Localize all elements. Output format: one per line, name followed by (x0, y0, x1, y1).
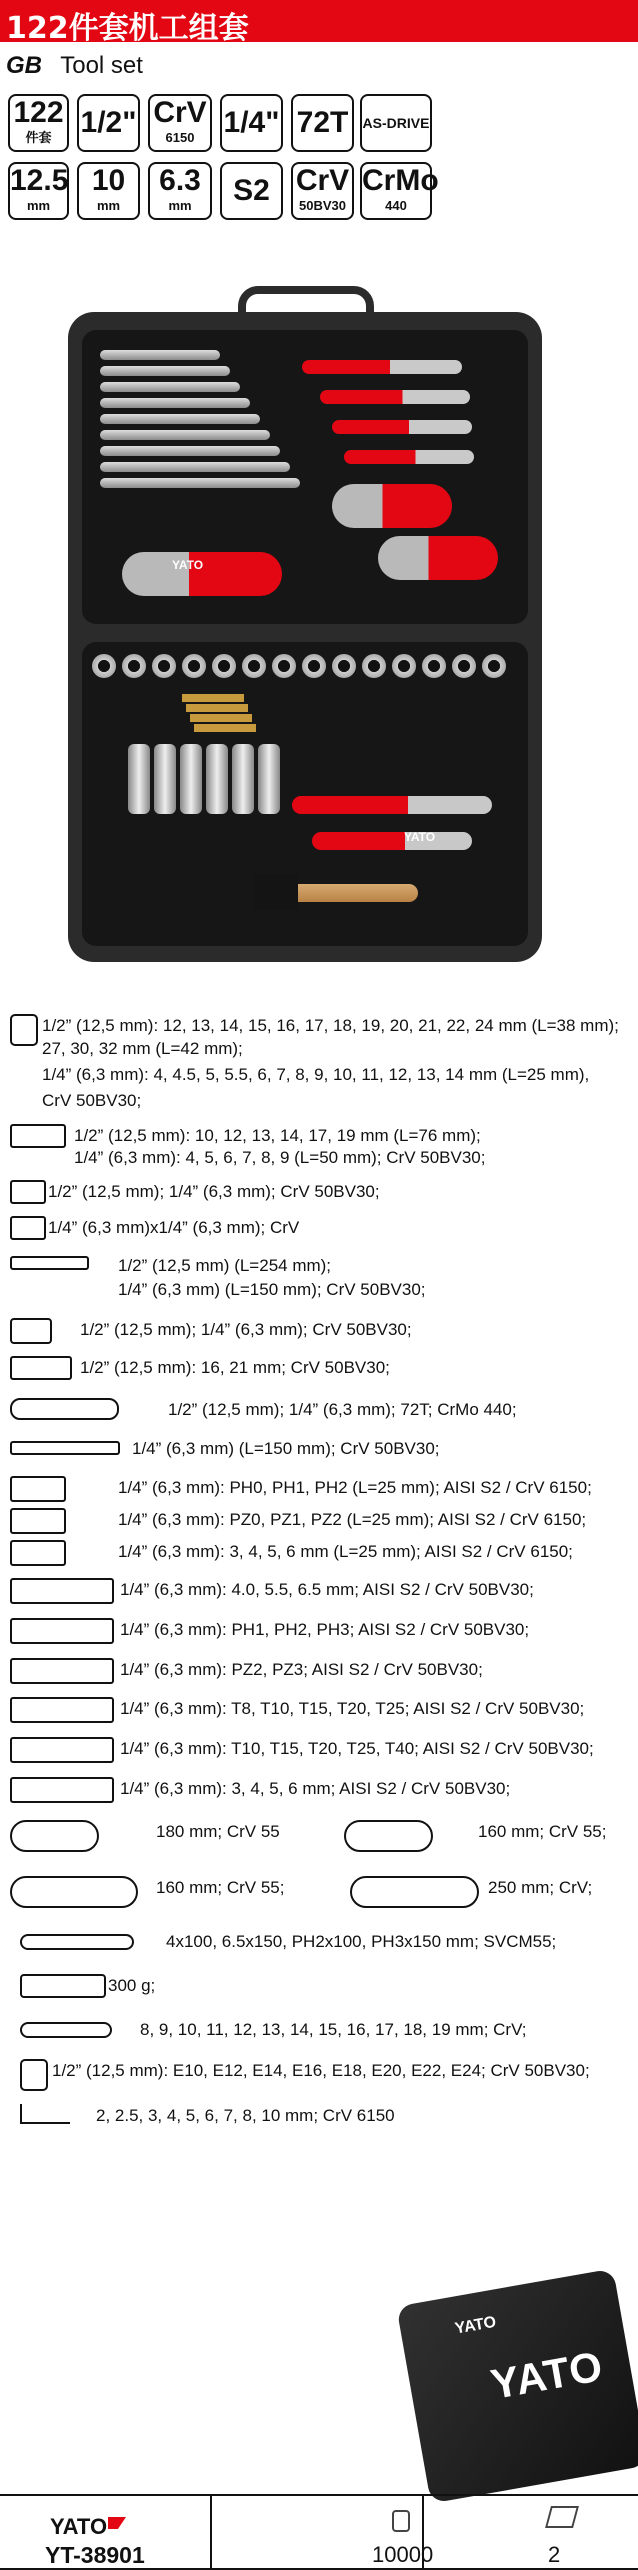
screwdriver-2 (320, 390, 470, 404)
top-socket-row (92, 654, 506, 678)
deep-socket-2 (154, 744, 176, 814)
wrench-set (100, 350, 310, 550)
torx-bit-long-icon (10, 1737, 114, 1763)
upper-tray-brand: YATO (172, 558, 204, 572)
badge-piece-count: 122 件套 (8, 94, 69, 152)
case-small-brand: YATO (453, 2313, 498, 2338)
spec-torx-long: 1/4” (6,3 mm): T10, T15, T20, T25, T40; AISI S2 / CrV 50BV30; (120, 1739, 594, 1758)
flex-bar-icon (10, 1441, 120, 1455)
deep-socket-1 (128, 744, 150, 814)
spec-spark-plug: 1/2” (12,5 mm): 16, 21 mm; CrV 50BV30; (80, 1358, 390, 1377)
spec-pz-bit: 1/4” (6,3 mm): PZ0, PZ1, PZ2 (L=25 mm); AISI S2 / CrV 6150; (118, 1510, 587, 1529)
screwdriver-4 (344, 450, 474, 464)
flat-bit-icon (10, 1540, 66, 1566)
plier-2 (378, 536, 498, 580)
lower-tray (82, 642, 528, 946)
footer-brand: YATO (50, 2514, 108, 2539)
plier-left-text-1: 180 mm; CrV 55 (156, 1822, 280, 1841)
badge-crv-6150: CrV 6150 (148, 94, 212, 152)
footer-model: YT-38901 (45, 2542, 145, 2568)
hex-key-set (182, 694, 260, 754)
tool-case-handle (238, 286, 374, 322)
spec-socket-line-1: 1/2” (12,5 mm): 12, 13, 14, 15, 16, 17, 18, 19, 20, 21, 22, 24 mm (L=38 mm); (42, 1016, 619, 1035)
spec-adapter-1: 1/2” (12,5 mm); 1/4” (6,3 mm); CrV 50BV30; (48, 1182, 380, 1201)
weight-icon (392, 2510, 410, 2532)
upper-tray (82, 330, 528, 624)
lower-tray-brand: YATO (404, 830, 436, 844)
spec-ph-bit: 1/4” (6,3 mm): PH0, PH1, PH2 (L=25 mm); AISI S2 / CrV 6150; (118, 1478, 592, 1497)
spec-ratchet: 1/2” (12,5 mm); 1/4” (6,3 mm); 72T; CrMo 440; (168, 1400, 517, 1419)
case-large-brand: YATO (487, 2342, 607, 2408)
phillips-bit-icon (10, 1476, 66, 1502)
e-socket-icon (20, 2059, 48, 2091)
plier-right-text-1: 160 mm; CrV 55; (478, 1822, 607, 1841)
universal-joint-icon (10, 1318, 52, 1344)
deep-socket-3 (180, 744, 202, 814)
spec-extension-line-1: 1/2” (12,5 mm) (L=254 mm); (118, 1256, 332, 1275)
spec-flat-long: 1/4” (6,3 mm): 4.0, 5.5, 6.5 mm; AISI S2 / CrV 50BV30; (120, 1580, 534, 1599)
spec-flat-bit: 1/4” (6,3 mm): 3, 4, 5, 6 mm (L=25 mm); AISI S2 / CrV 6150; (118, 1542, 573, 1561)
combination-wrench-icon (20, 2022, 112, 2038)
footer-pack: 2 (548, 2542, 561, 2567)
spec-torx-bit: 1/4” (6,3 mm): T8, T10, T15, T20, T25; AISI S2 / CrV 50BV30; (120, 1699, 585, 1718)
screwdriver-1 (302, 360, 462, 374)
deep-socket-4 (206, 744, 228, 814)
badge-quarter-inch: 1/4" (220, 94, 283, 152)
spec-socket-line-3: 1/4” (6,3 mm): 4, 4.5, 5, 5.5, 6, 7, 8, 9, 10, 11, 12, 13, 14 mm (L=25 mm), (42, 1065, 590, 1084)
phillips-bit-long-icon (10, 1618, 114, 1644)
page-header (0, 0, 638, 46)
spec-extension-line-2: 1/4” (6,3 mm) (L=150 mm); CrV 50BV30; (118, 1280, 426, 1299)
pozidriv-bit-icon (10, 1508, 66, 1534)
plier-1 (332, 484, 452, 528)
language-name: Tool set (60, 52, 143, 79)
screwdriver-3 (332, 420, 472, 434)
language-label (6, 52, 143, 80)
flat-bit-long-icon (10, 1578, 114, 1604)
adapter-icon (10, 1216, 46, 1240)
extra-e-socket-text: 1/2” (12,5 mm): E10, E12, E14, E16, E18, E20, E22, E24; CrV 50BV30; (52, 2061, 590, 2080)
spec-adapter-2: 1/4” (6,3 mm)x1/4” (6,3 mm); CrV (48, 1218, 300, 1237)
deep-socket-icon (10, 1124, 66, 1148)
torx-bit-icon (10, 1697, 114, 1723)
tool-case-photo (68, 312, 542, 962)
spark-plug-socket-icon (10, 1356, 72, 1380)
badge-crv-50bv30: CrV 50BV30 (291, 162, 354, 220)
language-code: GB (6, 52, 42, 79)
hex-key-icon (20, 2104, 70, 2124)
diagonal-plier-icon (10, 1876, 138, 1908)
badge-12-5mm: 12.5 mm (8, 162, 69, 220)
product-case-photo (396, 2268, 638, 2503)
long-nose-plier-icon (344, 1820, 433, 1852)
badge-72t: 72T (291, 94, 354, 152)
hammer-head (254, 874, 298, 910)
spec-flex-bar: 1/4” (6,3 mm) (L=150 mm); CrV 50BV30; (132, 1439, 440, 1458)
ratchet-icon (10, 1398, 119, 1420)
spec-pz-long: 1/4” (6,3 mm): PZ2, PZ3; AISI S2 / CrV 50BV30; (120, 1660, 483, 1679)
badge-10mm: 10 mm (77, 162, 140, 220)
water-pump-plier-icon (350, 1876, 479, 1908)
plier-left-text-2: 160 mm; CrV 55; (156, 1878, 285, 1897)
ratchet-small (312, 832, 472, 850)
socket-icon (10, 1014, 38, 1046)
spec-hex-bit: 1/4” (6,3 mm): 3, 4, 5, 6 mm; AISI S2 / CrV 50BV30; (120, 1779, 511, 1798)
badge-half-inch: 1/2" (77, 94, 140, 152)
hex-bit-icon (10, 1777, 114, 1803)
screwdriver-icon (20, 1934, 134, 1950)
extra-hammer-text: 300 g; (108, 1976, 156, 1995)
ratchet-large (292, 796, 492, 814)
hammer-icon (20, 1974, 106, 1998)
box-icon (545, 2506, 579, 2528)
plier-icon (10, 1820, 99, 1852)
extra-screwdriver-text: 4x100, 6.5x150, PH2x100, PH3x150 mm; SVCM55; (166, 1932, 557, 1951)
footer-quantity: 10000 (372, 2542, 434, 2567)
spec-universal-joint: 1/2” (12,5 mm); 1/4” (6,3 mm); CrV 50BV30; (80, 1320, 412, 1339)
deep-socket-5 (232, 744, 254, 814)
badge-as-drive: AS-DRIVE (360, 94, 432, 152)
adapter-icon (10, 1180, 46, 1204)
footer-row (0, 2494, 638, 2568)
badge-6-3mm: 6.3 mm (148, 162, 212, 220)
badge-s2: S2 (220, 162, 283, 220)
footer-pack-cell (424, 2494, 638, 2568)
plier-right-text-2: 250 mm; CrV; (488, 1878, 593, 1897)
extension-bar-icon (10, 1256, 89, 1270)
badge-crmo-440: CrMo 440 (360, 162, 432, 220)
page-title: 122件套机工组套 (6, 11, 249, 46)
spec-deep-line-1: 1/2” (12,5 mm): 10, 12, 13, 14, 17, 19 mm (L=76 mm); (74, 1126, 481, 1145)
spec-socket-line-4: CrV 50BV30; (42, 1091, 142, 1110)
spec-ph-long: 1/4” (6,3 mm): PH1, PH2, PH3; AISI S2 / CrV 50BV30; (120, 1620, 530, 1639)
deep-socket-6 (258, 744, 280, 814)
extra-wrench-text: 8, 9, 10, 11, 12, 13, 14, 15, 16, 17, 18, 19 mm; CrV; (140, 2020, 527, 2039)
pozidriv-bit-long-icon (10, 1658, 114, 1684)
spec-deep-line-2: 1/4” (6,3 mm): 4, 5, 6, 7, 8, 9 (L=50 mm); CrV 50BV30; (74, 1148, 486, 1167)
spec-socket-line-2: 27, 30, 32 mm (L=42 mm); (42, 1039, 243, 1058)
extra-hex-key-text: 2, 2.5, 3, 4, 5, 6, 7, 8, 10 mm; CrV 6150 (96, 2106, 395, 2125)
